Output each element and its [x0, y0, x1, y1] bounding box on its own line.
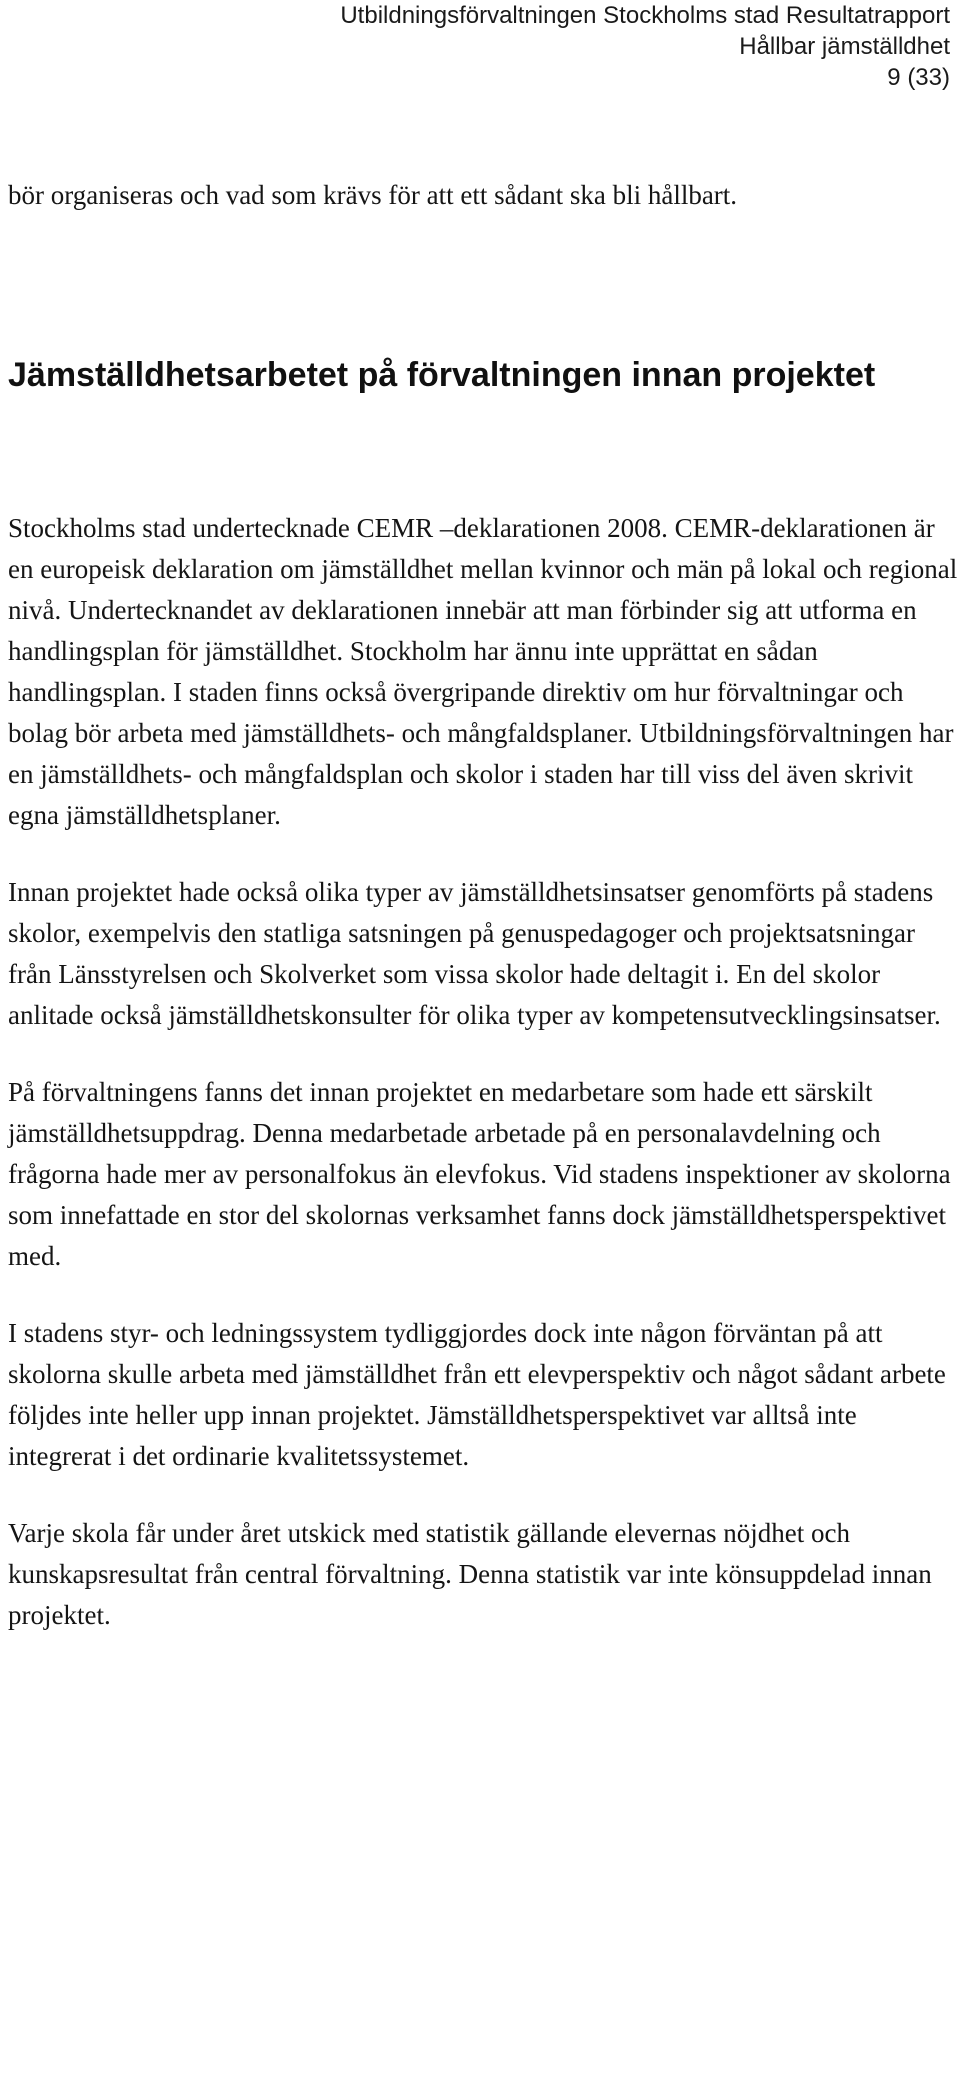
section-body — [8, 508, 958, 1636]
paragraph-1: Stockholms stad undertecknade CEMR –deklarationen 2008. CEMR-deklarationen är en europeisk deklaration om jämställdhet mellan kvinnor och män på lokal och regional nivå. Undertecknandet av deklarationen innebär att man förbinder sig att utforma en handlingsplan för jämställdhet. Stockholm har ännu inte upprättat en sådan handlingsplan. I staden finns också övergripande direktiv om hur förvaltningar och bolag bör arbeta med jämställdhets- och mångfaldsplaner. Utbildningsförvaltningen har en jämställdhets- och mångfaldsplan och skolor i staden har till viss del även skrivit egna jämställdhetsplaner. — [8, 513, 958, 830]
paragraph-3: På förvaltningens fanns det innan projektet en medarbetare som hade ett särskilt jämställdhetsuppdrag. Denna medarbetade arbetade på en personalavdelning och frågorna hade mer av personalfokus än elevfokus. Vid stadens inspektioner av skolorna som innefattade en stor del skolornas verksamhet fanns dock jämställdhetsperspektivet med. — [8, 1077, 951, 1271]
paragraph-2: Innan projektet hade också olika typer av jämställdhetsinsatser genomförts på stadens skolor, exempelvis den statliga satsningen på genuspedagoger och projektsatsningar från Länsstyrelsen och Skolverket som vissa skolor hade deltagit i. En del skolor anlitade också jämställdhetskonsulter för olika typer av kompetensutvecklingsinsatser. — [8, 877, 941, 1030]
intro-paragraph: bör organiseras och vad som krävs för att ett sådant ska bli hållbart. — [8, 180, 738, 210]
page-header — [50, 0, 950, 93]
paragraph-4: I stadens styr- och ledningssystem tydliggjordes dock inte någon förväntan på att skolorna skulle arbeta med jämställdhet från ett elevperspektiv och något sådant arbete följdes inte heller upp innan projektet. Jämställdhetsperspektivet var alltså inte integrerat i det ordinarie kvalitetssystemet. — [8, 1318, 946, 1471]
page-number: 9 (33) — [887, 64, 950, 91]
header-report-title: Hållbar jämställdhet — [739, 33, 950, 60]
section-heading: Jämställdhetsarbetet på förvaltningen innan projektet — [8, 356, 876, 394]
header-organization-report: Utbildningsförvaltningen Stockholms stad Resultatrapport — [340, 2, 950, 29]
paragraph-5: Varje skola får under året utskick med statistik gällande elevernas nöjdhet och kunskapsresultat från central förvaltning. Denna statistik var inte könsuppdelad innan projektet. — [8, 1518, 932, 1630]
intro-text-block — [8, 175, 958, 216]
